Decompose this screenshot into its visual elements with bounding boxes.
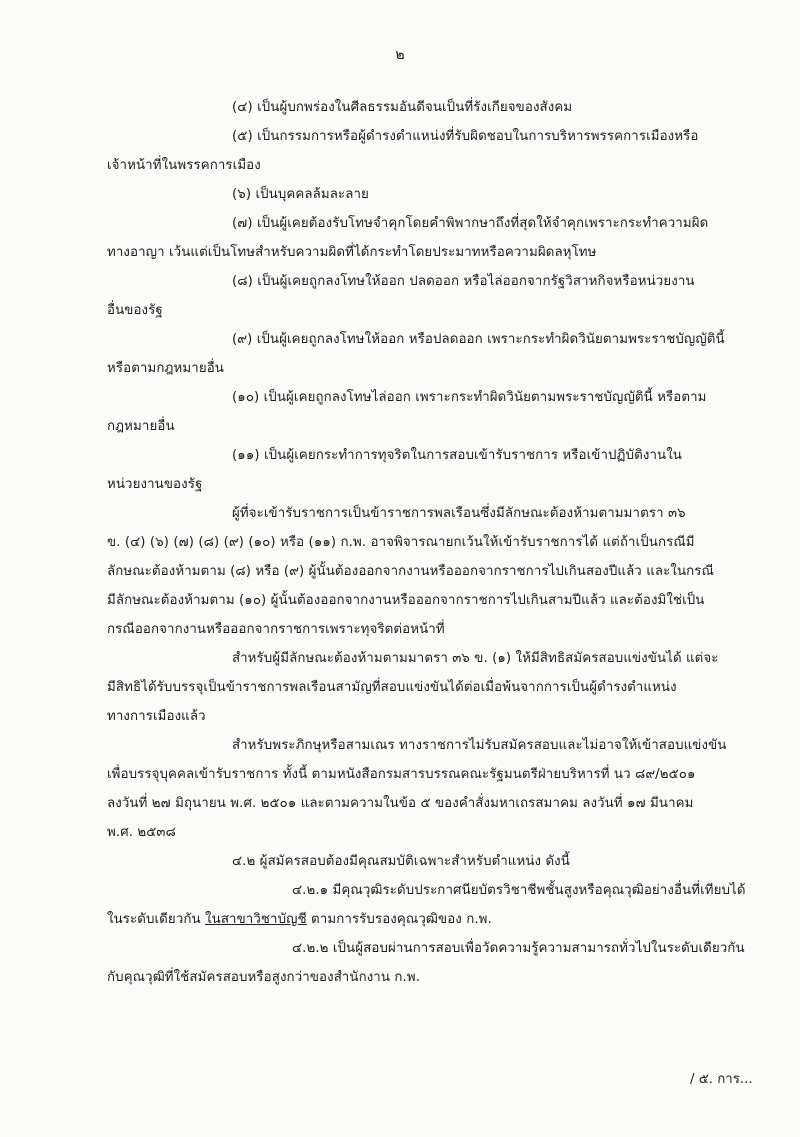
paragraph-line: กับคุณวุฒิที่ใช้สมัครสอบหรือสูงกว่าของสำนักงาน ก.พ.: [107, 970, 421, 985]
paragraph-text: ในระดับเดียวกัน: [107, 912, 206, 927]
paragraph-line: (๔) เป็นผู้บกพร่องในศีลธรรมอันดีจนเป็นที่รังเกียจของสังคม: [232, 100, 573, 115]
paragraph-line: มีสิทธิได้รับบรรจุเป็นข้าราชการพลเรือนสามัญที่สอบแข่งขันได้ต่อเมื่อพ้นจากการเป็นผู้ดำรงตำแหน่ง: [107, 680, 677, 695]
paragraph-line: ทางอาญา เว้นแต่เป็นโทษสำหรับความผิดที่ได้กระทำโดยประมาทหรือความผิดลหุโทษ: [107, 245, 597, 260]
paragraph-line: ผู้ที่จะเข้ารับราชการเป็นข้าราชการพลเรือนซึ่งมีลักษณะต้องห้ามตามมาตรา ๓๖: [232, 506, 686, 521]
paragraph-line: ทางการเมืองแล้ว: [107, 709, 206, 724]
page-number: ๒: [395, 47, 405, 63]
paragraph-line: (๖) เป็นบุคคลล้มละลาย: [232, 187, 369, 202]
continuation-footer: / ๕. การ...: [690, 1072, 753, 1087]
paragraph-line: (๕) เป็นกรรมการหรือผู้ดำรงตำแหน่งที่รับผิดชอบในการบริหารพรรคการเมืองหรือ: [232, 129, 699, 144]
paragraph-line: เพื่อบรรจุบุคคลเข้ารับราชการ ทั้งนี้ ตามหนังสือกรมสารบรรณคณะรัฐมนตรีฝ่ายบริหารที่ นว ๘๙/๒๕๐๑: [107, 767, 696, 782]
paragraph-line: หรือตามกฎหมายอื่น: [107, 361, 225, 376]
paragraph-line: (๗) เป็นผู้เคยต้องรับโทษจำคุกโดยคำพิพากษาถึงที่สุดให้จำคุกเพราะกระทำความผิด: [232, 216, 709, 231]
paragraph-line: (๑๐) เป็นผู้เคยถูกลงโทษไล่ออก เพราะกระทำผิดวินัยตามพระราชบัญญัตินี้ หรือตาม: [232, 390, 707, 405]
paragraph-line: ๔.๒.๒ เป็นผู้สอบผ่านการสอบเพื่อวัดความรู้ความสามารถทั่วไปในระดับเดียวกัน: [292, 941, 745, 956]
paragraph-line: กฎหมายอื่น: [107, 419, 175, 434]
paragraph-line: เจ้าหน้าที่ในพรรคการเมือง: [107, 158, 261, 173]
paragraph-text: ตามการรับรองคุณวุฒิของ ก.พ.: [306, 912, 492, 927]
paragraph-line: อื่นของรัฐ: [107, 303, 163, 318]
field-of-study-underlined: ในสาขาวิชาบัญชี: [205, 912, 307, 927]
paragraph-line: ๔.๒.๑ มีคุณวุฒิระดับประกาศนียบัตรวิชาชีพชั้นสูงหรือคุณวุฒิอย่างอื่นที่เทียบได้: [292, 883, 746, 898]
paragraph-line: (๘) เป็นผู้เคยถูกลงโทษให้ออก ปลดออก หรือไล่ออกจากรัฐวิสาหกิจหรือหน่วยงาน: [232, 274, 695, 289]
paragraph-line: (๙) เป็นผู้เคยถูกลงโทษให้ออก หรือปลดออก เพราะกระทำผิดวินัยตามพระราชบัญญัตินี้: [232, 332, 725, 347]
paragraph-line: (๑๑) เป็นผู้เคยกระทำการทุจริตในการสอบเข้ารับราชการ หรือเข้าปฏิบัติงานใน: [232, 448, 682, 463]
paragraph-line: ข. (๔) (๖) (๗) (๘) (๙) (๑๐) หรือ (๑๑) ก.พ. อาจพิจารณายกเว้นให้เข้ารับราชการได้ แต่ถ้าเป็นกรณีมี: [107, 535, 695, 550]
paragraph-line: [107, 911, 492, 929]
section-heading: ๔.๒ ผู้สมัครสอบต้องมีคุณสมบัติเฉพาะสำหรับตำแหน่ง ดังนี้: [232, 854, 570, 869]
paragraph-line: ลงวันที่ ๒๗ มิถุนายน พ.ศ. ๒๕๐๑ และตามความในข้อ ๕ ของคำสั่งมหาเถรสมาคม ลงวันที่ ๑๗ มีนาคม: [107, 796, 694, 811]
paragraph-line: สำหรับพระภิกษุหรือสามเณร ทางราชการไม่รับสมัครสอบและไม่อาจให้เข้าสอบแข่งขัน: [232, 738, 727, 753]
paragraph-line: กรณีออกจากงานหรือออกจากราชการเพราะทุจริตต่อหน้าที่: [107, 622, 445, 637]
paragraph-line: สำหรับผู้มีลักษณะต้องห้ามตามมาตรา ๓๖ ข. (๑) ให้มีสิทธิสมัครสอบแข่งขันได้ แต่จะ: [232, 651, 719, 666]
paragraph-line: หน่วยงานของรัฐ: [107, 477, 203, 492]
paragraph-line: ลักษณะต้องห้ามตาม (๘) หรือ (๙) ผู้นั้นต้องออกจากงานหรือออกจากราชการไปเกินสองปีแล้ว และในกรณี: [107, 564, 714, 579]
paragraph-line: มีลักษณะต้องห้ามตาม (๑๐) ผู้นั้นต้องออกจากงานหรือออกจากราชการไปเกินสามปีแล้ว และต้องมิใช่เป็น: [107, 593, 705, 608]
paragraph-line: พ.ศ. ๒๕๓๘: [107, 825, 176, 840]
